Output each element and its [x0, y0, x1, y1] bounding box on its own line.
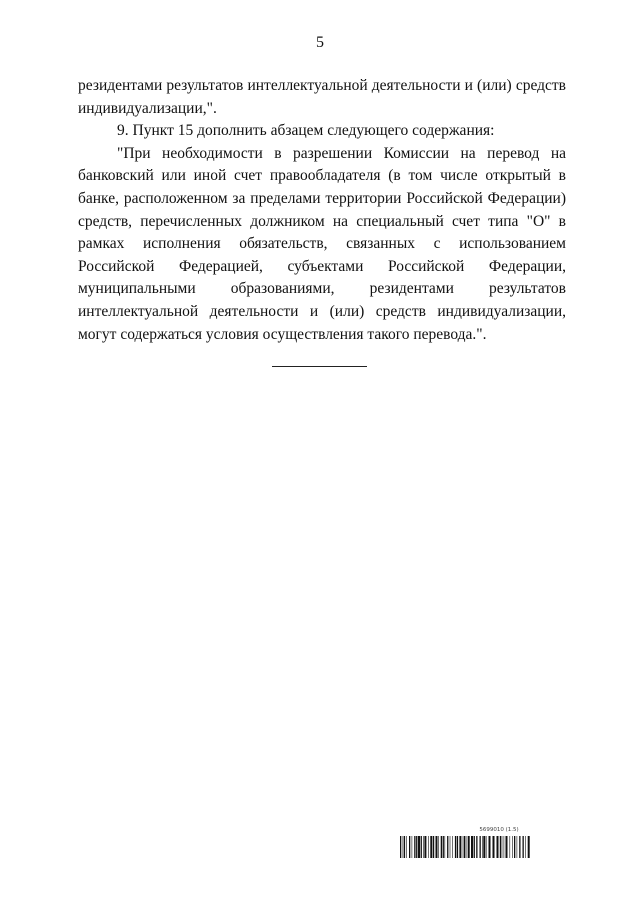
barcode-bar — [483, 836, 485, 858]
barcode-bar — [474, 836, 475, 858]
barcode-bar — [497, 836, 499, 858]
barcode-label: 5699010 (1.5) — [479, 827, 519, 833]
paragraph-item-9: 9. Пункт 15 дополнить абзацем следующего содержания: — [117, 122, 495, 140]
barcode-bar — [523, 836, 524, 858]
barcode-image — [400, 836, 530, 858]
barcode-bar — [452, 836, 453, 858]
barcode-bar — [414, 836, 415, 858]
barcode-bar — [445, 836, 446, 858]
barcode-bar — [406, 836, 407, 858]
barcode-bar — [447, 836, 448, 858]
barcode-bar — [468, 836, 470, 858]
barcode-bar — [528, 836, 530, 858]
page-number: 5 — [316, 34, 324, 51]
barcode-bar — [525, 836, 526, 858]
barcode-bar — [512, 836, 513, 858]
barcode-bar — [482, 836, 483, 858]
barcode-bar — [480, 836, 481, 858]
barcode-bar — [416, 836, 417, 858]
barcode-bar — [436, 836, 438, 858]
barcode-bar — [500, 836, 501, 858]
barcode-bar — [421, 836, 422, 858]
barcode-bar — [514, 836, 515, 858]
barcode-bar — [423, 836, 424, 858]
barcode-bar — [510, 836, 511, 858]
barcode-bar — [428, 836, 429, 858]
barcode-bar — [441, 836, 442, 858]
barcode-bar — [463, 836, 464, 858]
barcode-bar — [450, 836, 451, 858]
barcode-bar — [489, 836, 491, 858]
barcode-bar — [466, 836, 467, 858]
barcode-bar — [455, 836, 456, 858]
barcode-bar — [502, 836, 503, 858]
barcode-bar — [457, 836, 458, 858]
barcode-bar — [506, 836, 508, 858]
paragraph-continuation: резидентами результатов интеллектуальной деятельности и (или) средств индивидуализации,". — [78, 77, 566, 117]
barcode-bar — [430, 836, 432, 858]
barcode-bar — [504, 836, 505, 858]
end-separator-line — [272, 366, 367, 367]
barcode-bar — [443, 836, 444, 858]
barcode-bar — [471, 836, 473, 858]
barcode-bar — [404, 836, 405, 858]
barcode-bar — [519, 836, 520, 858]
barcode-bar — [403, 836, 404, 858]
barcode-bar — [517, 836, 518, 858]
barcode-bar — [412, 836, 413, 858]
barcode-bar — [486, 836, 487, 858]
barcode-bar — [493, 836, 495, 858]
barcode-bar — [464, 836, 465, 858]
document-body — [78, 75, 566, 346]
barcode-bar — [438, 836, 439, 858]
paragraph-quoted-amendment: "При необходимости в разрешении Комиссии на перевод на банковский или иной счет правообладателя (в том числе открытый в банке, расположенном за пределами территории Российской Федерации) средств, перечисленных должником на специальный счет типа "О" в рамках исполнения обязательств, связанных с использованием Российской Федерацией, субъектами Российской Федерации, муниципальными образованиями, резидентами результатов интеллектуальной деятельности и (или) средств индивидуализации, могут содержаться условия осуществления такого перевода.". — [78, 144, 566, 343]
barcode-bar — [409, 836, 410, 858]
barcode-bar — [418, 836, 420, 858]
barcode-bar — [424, 836, 426, 858]
barcode-bar — [400, 836, 401, 858]
barcode-bar — [459, 836, 461, 858]
barcode-bar — [476, 836, 477, 858]
barcode-bar — [433, 836, 434, 858]
